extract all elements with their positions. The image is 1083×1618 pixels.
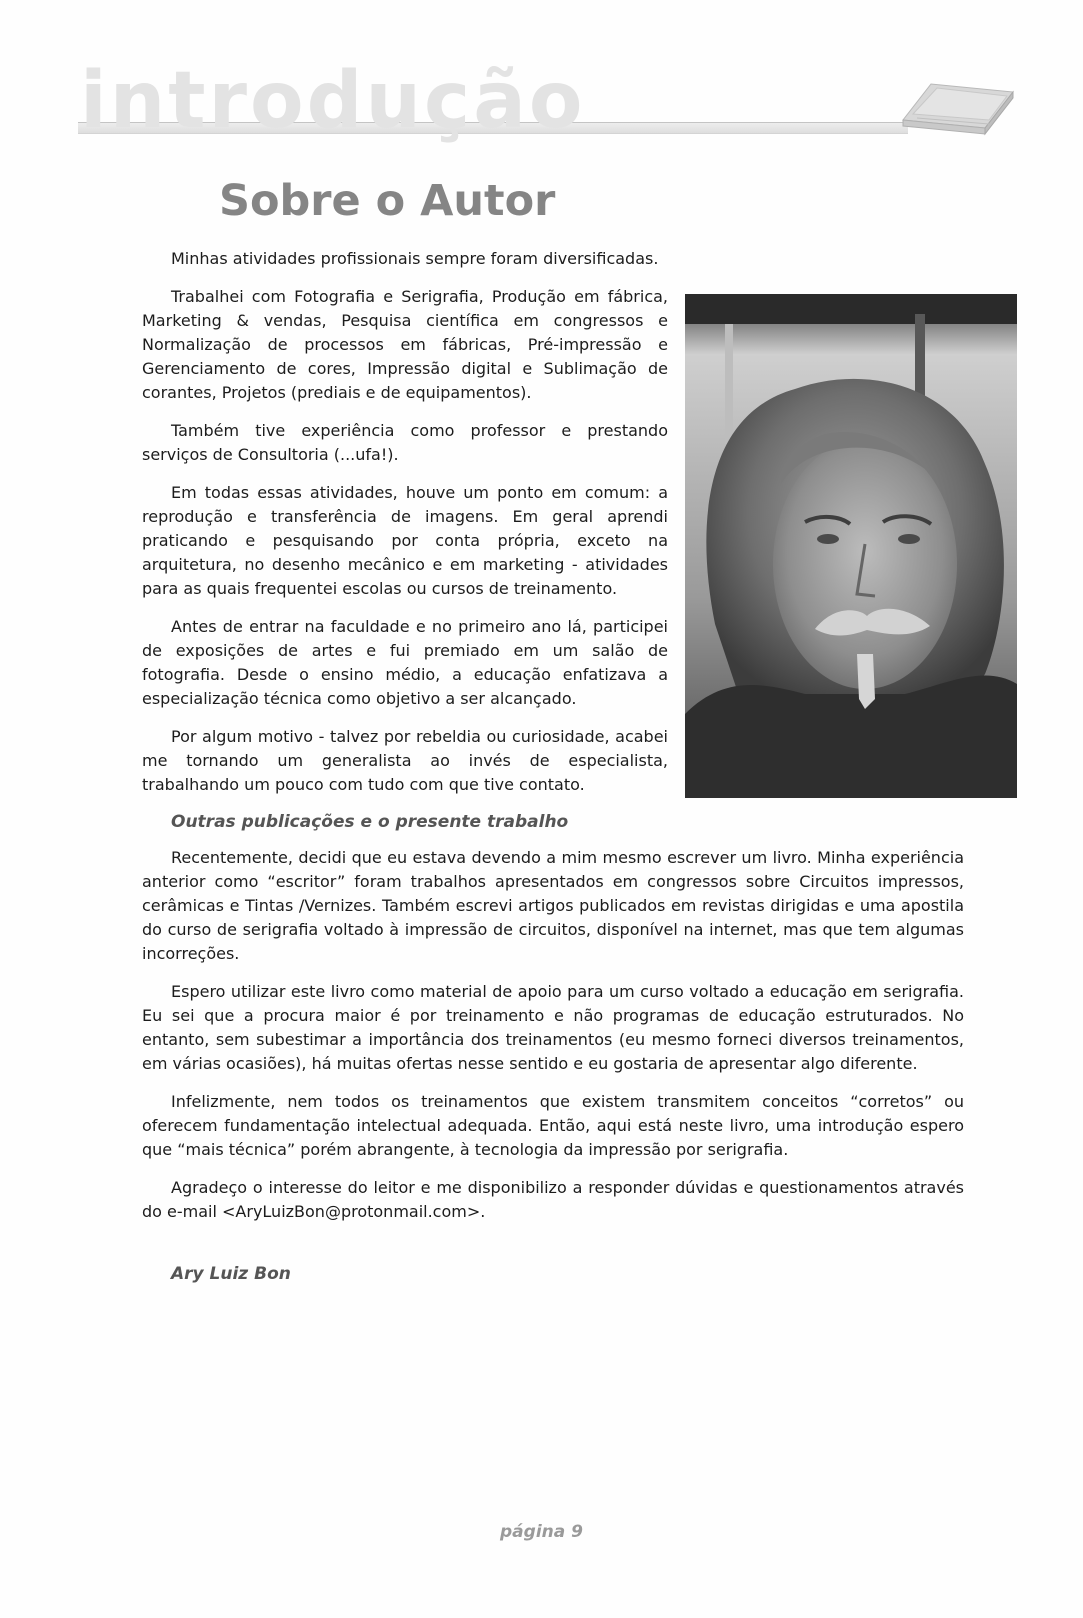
paragraph: Antes de entrar na faculdade e no primeiro ano lá, participei de exposições de artes e fui premiado em um salão de fotografia. Desde o ensino médio, a educação enfatizava a especialização técnica como objetivo a ser alcançado. xyxy=(142,617,668,708)
page-title: Sobre o Autor xyxy=(219,176,556,226)
page-number: página 9 xyxy=(500,1522,583,1542)
full-width-text xyxy=(142,846,964,1238)
chapter-header xyxy=(78,56,1013,152)
chapter-section-word: introdução xyxy=(80,56,586,146)
author-signature: Ary Luiz Bon xyxy=(171,1264,291,1284)
paragraph: Minhas atividades profissionais sempre foram diversificadas. xyxy=(171,249,659,268)
paragraph: Em todas essas atividades, houve um ponto em comum: a reprodução e transferência de imagens. Em geral aprendi praticando e pesquisando por conta própria, exceto na arquitetura, no desenho mecânico e em marketing - atividades para as quais frequentei escolas ou cursos de treinamento. xyxy=(142,483,668,598)
paragraph: Por algum motivo - talvez por rebeldia ou curiosidade, acabei me tornando um generalista ao invés de especialista, trabalhando um pouco com tudo com que tive contato. xyxy=(142,727,668,794)
paragraph: Trabalhei com Fotografia e Serigrafia, Produção em fábrica, Marketing & vendas, Pesquisa científica em congressos e Normalização de processos em fábricas, Pré-impressão e Gerenciamento de cores, Impressão digital e Sublimação de corantes, Projetos (prediais e de equipamentos). xyxy=(142,287,668,402)
paragraph: Também tive experiência como professor e prestando serviços de Consultoria (...ufa!). xyxy=(142,421,668,464)
paragraph: Infelizmente, nem todos os treinamentos que existem transmitem conceitos “corretos” ou oferecem fundamentação intelectual adequada. Então, aqui está neste livro, uma introdução espero que “mais técnica” porém abrangente, à tecnologia da impressão por serigrafia. xyxy=(142,1092,964,1159)
book-icon xyxy=(893,68,1015,140)
paragraph: Agradeço o interesse do leitor e me disponibilizo a responder dúvidas e questionamentos através do e-mail <AryLuizBon@protonmail.com>. xyxy=(142,1178,964,1221)
paragraph: Recentemente, decidi que eu estava devendo a mim mesmo escrever um livro. Minha experiência anterior como “escritor” foram trabalhos apresentados em congressos sobre Circuitos impressos, cerâmicas e Tintas /Vernizes. Também escrevi artigos publicados em revistas dirigidas e uma apostila do curso de serigrafia voltado à impressão de circuitos, disponível na internet, mas que tem algumas incorreções. xyxy=(142,848,964,963)
subheading: Outras publicações e o presente trabalho xyxy=(171,812,569,832)
author-portrait xyxy=(685,294,1017,798)
left-column-text xyxy=(142,247,668,811)
paragraph: Espero utilizar este livro como material de apoio para um curso voltado a educação em serigrafia. Eu sei que a procura maior é por treinamento e não programas de educação estruturados. No entanto, sem subestimar a importância dos treinamentos (eu mesmo forneci diversos treinamentos, em várias ocasiões), há muitas ofertas nesse sentido e eu gostaria de apresentar algo diferente. xyxy=(142,982,964,1073)
